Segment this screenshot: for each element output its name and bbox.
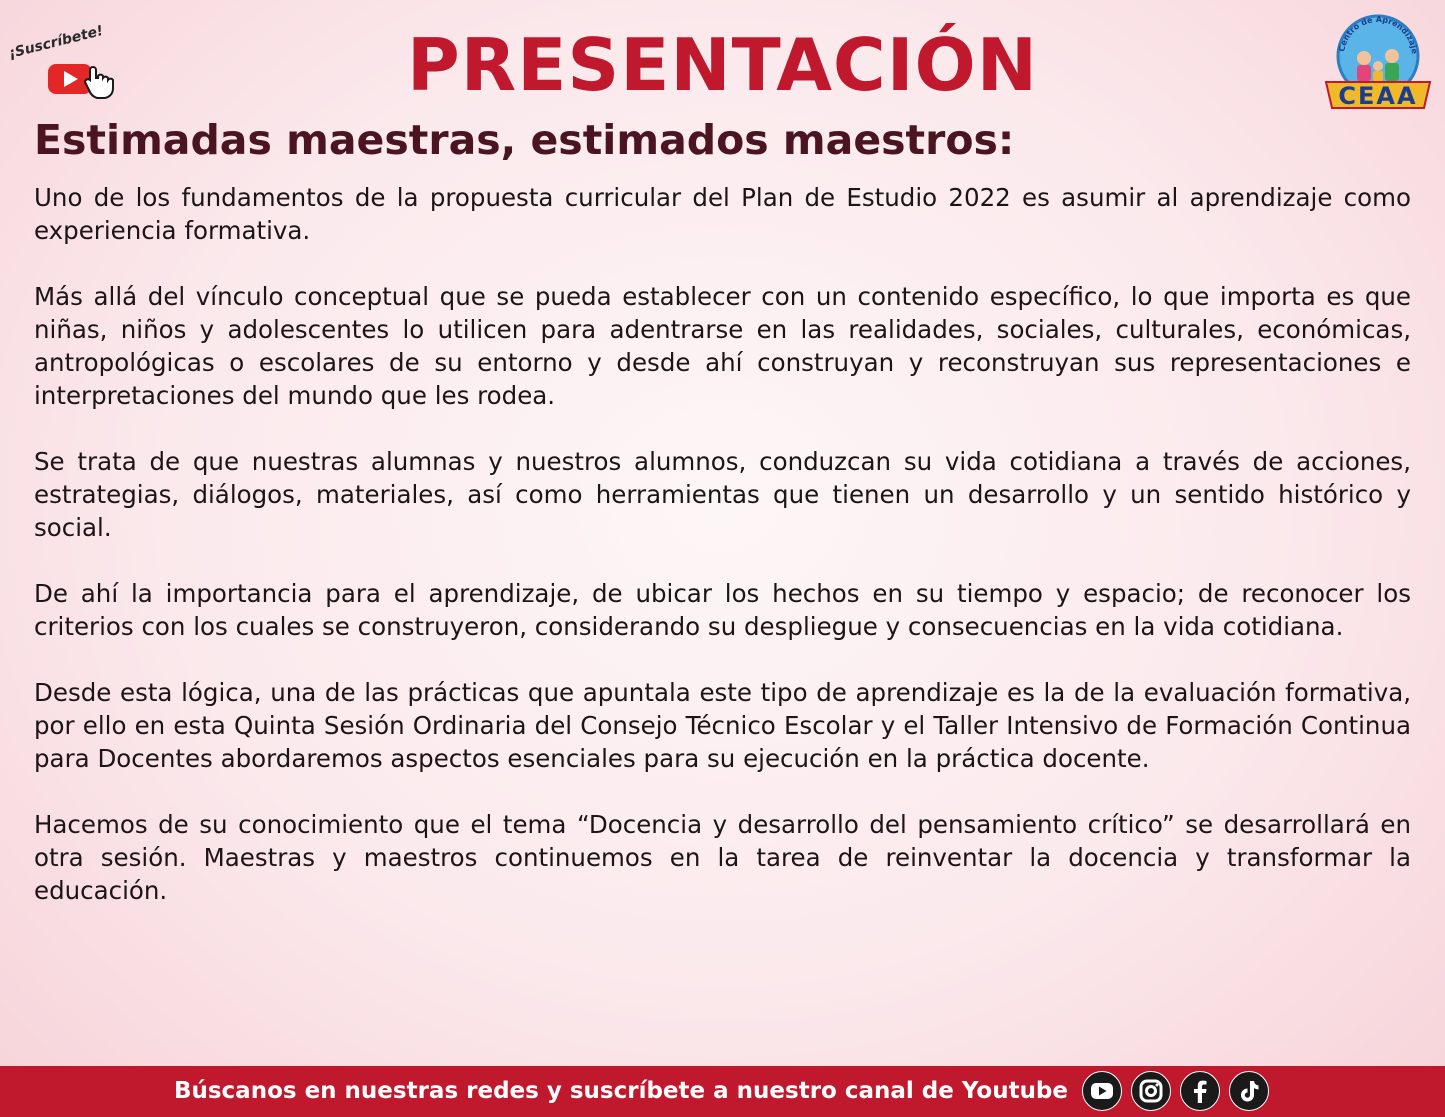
footer-text: Búscanos en nuestras redes y suscríbete a nuestro canal de Youtube — [173, 1078, 1068, 1104]
footer-bar — [0, 1066, 1445, 1117]
logo-letters: CEAA — [1338, 82, 1418, 110]
paragraph-1: Uno de los fundamentos de la propuesta curricular del Plan de Estudio 2022 es asumir al aprendizaje como experiencia formativa. — [34, 183, 1411, 245]
facebook-icon[interactable] — [1180, 1071, 1220, 1111]
tiktok-icon[interactable] — [1229, 1071, 1269, 1111]
ceaa-logo — [1322, 12, 1434, 110]
page-title: PRESENTACIÓN — [406, 23, 1039, 107]
paragraph-5: Desde esta lógica, una de las prácticas que apuntala este tipo de aprendizaje es la de la evaluación formativa, por ello en esta Quinta Sesión Ordinaria del Consejo Técnico Escolar y el Taller Intensivo de Formación Continua para Docentes abordaremos aspectos esenciales para su ejecución en la práctica docente. — [34, 678, 1411, 773]
presentation-body — [34, 181, 1411, 940]
subscribe-label: ¡Suscríbete! — [7, 22, 105, 62]
youtube-icon[interactable] — [1082, 1071, 1122, 1111]
greeting-heading: Estimadas maestras, estimados maestros: — [34, 116, 1015, 164]
paragraph-2: Más allá del vínculo conceptual que se pueda establecer con un contenido específico, lo que importa es que niñas, niños y adolescentes lo utilicen para adentrarse en las realidades, sociales, culturales, económicas, antropológicas o escolares de su entorno y desde ahí construyan y reconstruyan sus representaciones e interpretaciones del mundo que les rodea. — [34, 282, 1411, 410]
instagram-icon[interactable] — [1131, 1071, 1171, 1111]
page-header — [0, 0, 1445, 118]
paragraph-6: Hacemos de su conocimiento que el tema “Docencia y desarrollo del pensamiento crítico” se desarrollará en otra sesión. Maestras y maestros continuemos en la tarea de reinventar la docencia y transformar la educación. — [34, 810, 1411, 905]
paragraph-3: Se trata de que nuestras alumnas y nuestros alumnos, conduzcan su vida cotidiana a través de acciones, estrategias, diálogos, materiales, así como herramientas que tienen un desarrollo y un sentido histórico y social. — [34, 447, 1411, 542]
paragraph-4: De ahí la importancia para el aprendizaje, de ubicar los hechos en su tiempo y espacio; de reconocer los criterios con los cuales se construyeron, considerando su despliegue y consecuencias en la vida cotidiana. — [34, 579, 1411, 641]
logo-arc-text: Centro de Aprendizaje — [1337, 14, 1420, 55]
